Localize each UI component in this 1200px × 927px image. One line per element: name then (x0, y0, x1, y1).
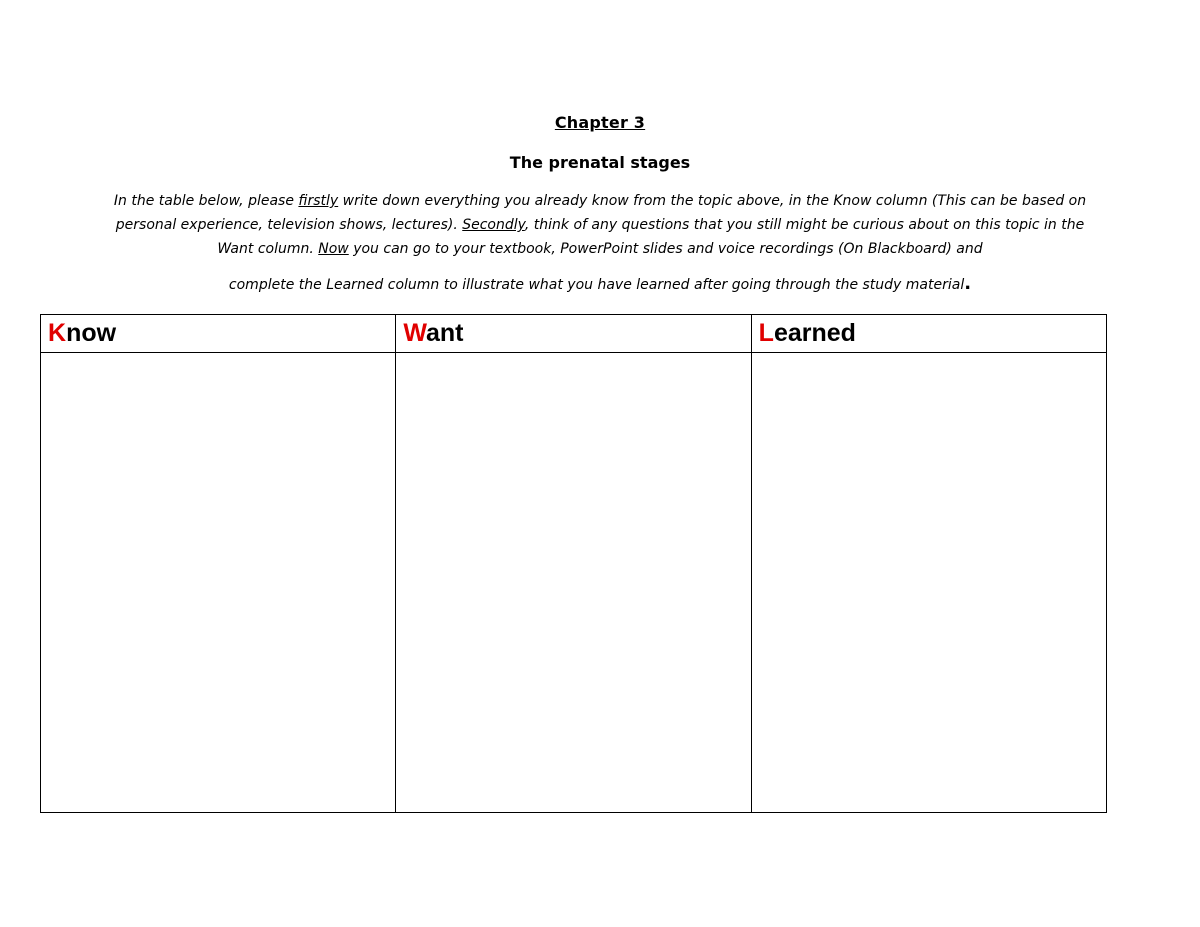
want-initial: W (403, 319, 426, 347)
want-rest: ant (426, 319, 464, 347)
know-rest: now (66, 319, 117, 347)
want-cell[interactable] (396, 353, 751, 813)
learned-column-header (751, 315, 1106, 353)
know-cell[interactable] (41, 353, 396, 813)
know-initial: K (48, 319, 67, 347)
learned-rest: earned (773, 319, 856, 347)
instructions-text-1: In the table below, please (113, 193, 299, 209)
chapter-heading: Chapter 3 (554, 113, 646, 132)
instructions-last-line (0, 273, 1200, 294)
instructions-text-4: you can go to your textbook, PowerPoint slides and voice recordings (On Blackboard) and (348, 241, 983, 257)
instructions-text-2: write down everything you already know from the topic above, in the Know column (This can be based on personal experience, television shows, lectures). (115, 193, 1087, 233)
now-underlined: Now (318, 241, 349, 257)
instructions-period: . (964, 273, 972, 294)
kwl-header-row (41, 315, 1107, 353)
instructions-last-text: complete the Learned column to illustrate what you have learned after going through the study material (228, 277, 965, 293)
page-subtitle: The prenatal stages (509, 153, 691, 172)
want-column-header (396, 315, 751, 353)
learned-initial: L (758, 319, 774, 347)
firstly-underlined: firstly (298, 193, 339, 209)
know-column-header (41, 315, 396, 353)
kwl-table (40, 314, 1107, 813)
secondly-underlined: Secondly (462, 217, 525, 233)
kwl-body-row (41, 353, 1107, 813)
instructions-paragraph (110, 189, 1090, 261)
instructions-text-3: , think of any questions that you still might be curious about on this topic in the Want column. (217, 217, 1085, 257)
learned-cell[interactable] (751, 353, 1106, 813)
